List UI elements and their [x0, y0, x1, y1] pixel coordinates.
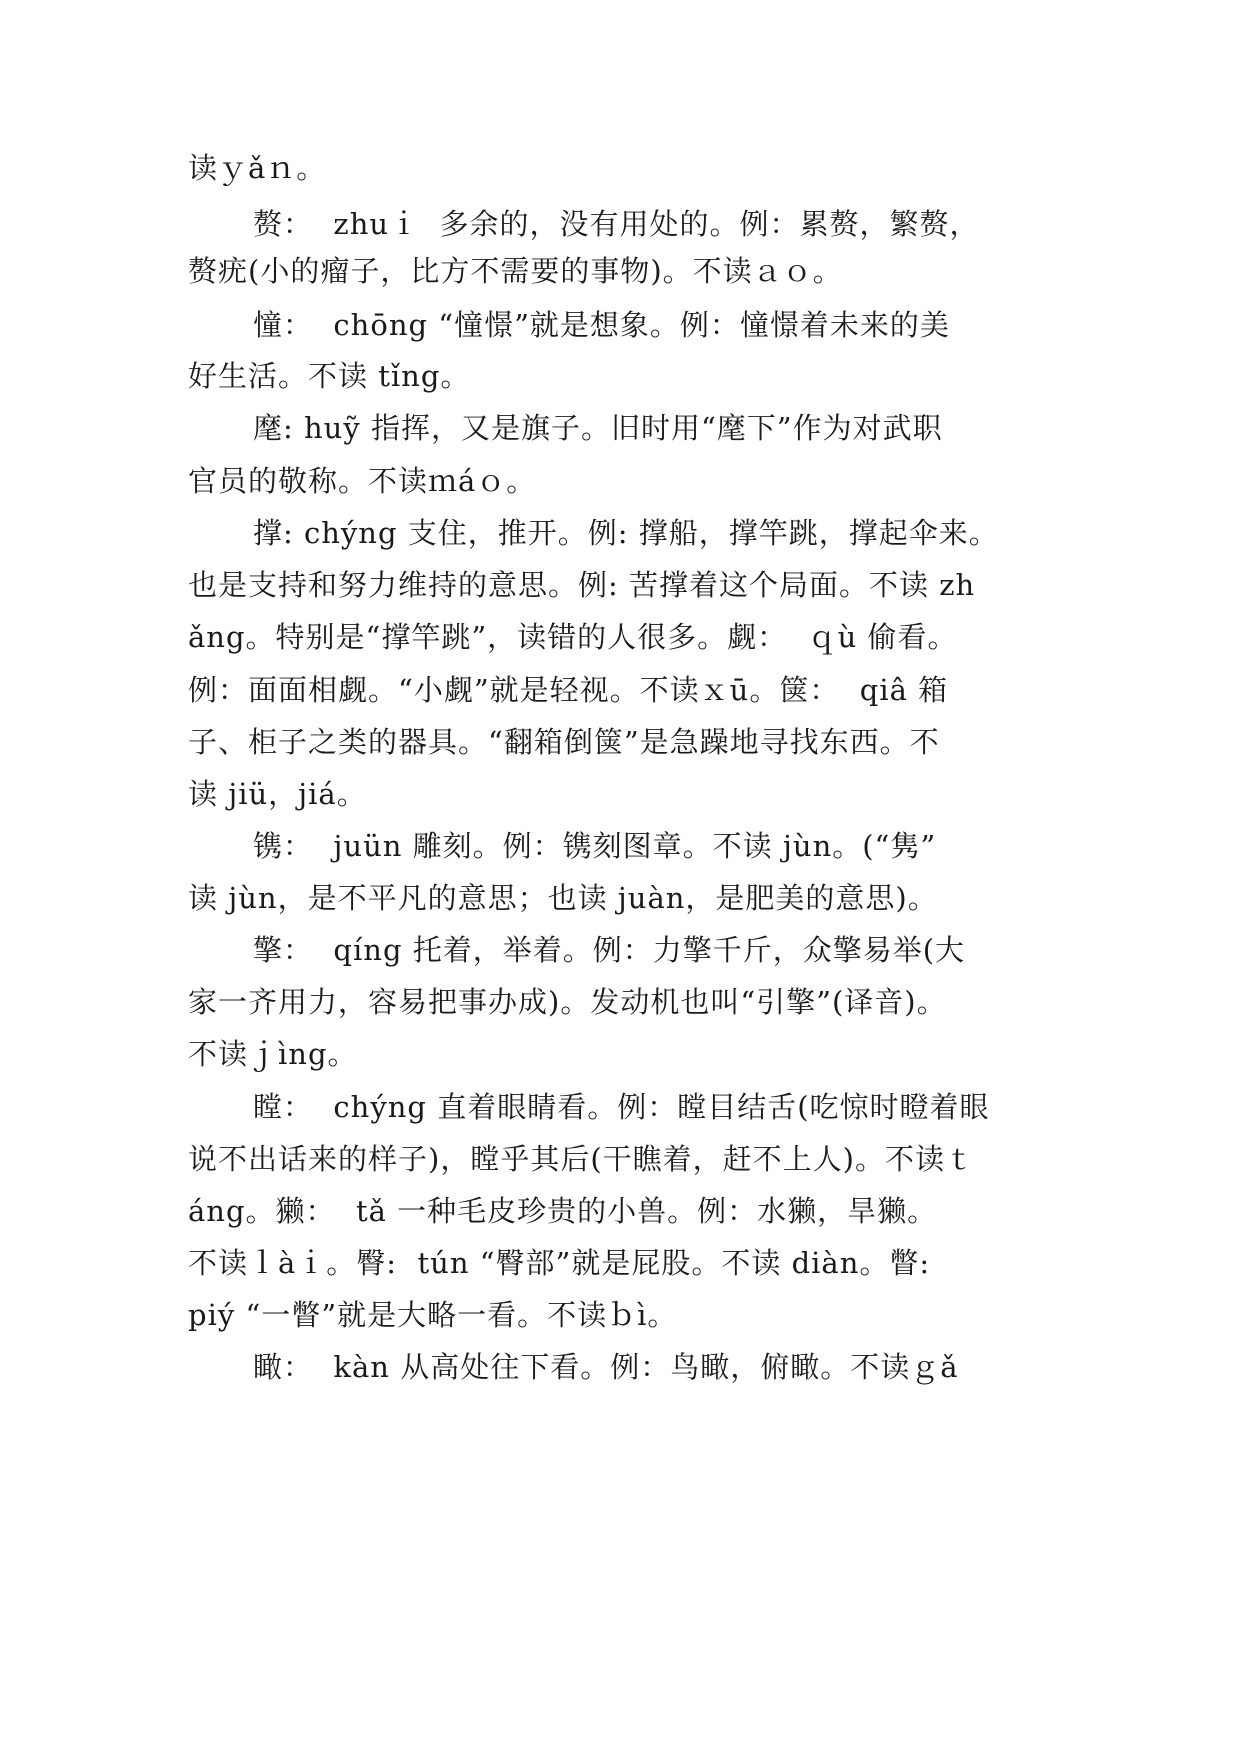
text-line: piý “一瞥”就是大略一看。不读ｂì。: [188, 1298, 678, 1332]
text-line: 撑: chýng 支住，推开。例: 撑船，撑竿跳，撑起伞来。: [253, 516, 999, 550]
text-line: 读 jiü，jiá。: [188, 777, 367, 811]
text-line: 官员的敬称。不读ｍáｏ。: [188, 464, 537, 498]
text-line: áng。獭： tǎ 一种毛皮珍贵的小兽。例：水獭，旱獭。: [188, 1194, 938, 1228]
text-line: 好生活。不读 tǐng。: [188, 359, 471, 393]
text-line: 不读ｊìng。: [188, 1037, 358, 1071]
text-line: 镌： juün 雕刻。例：镌刻图章。不读 jùn。(“隽”: [253, 829, 937, 863]
text-line: 擎： qíng 托着，举着。例：力擎千斤，众擎易举(大: [253, 933, 966, 967]
text-line: 家一齐用力，容易把事办成)。发动机也叫“引擎”(译音)。: [188, 985, 947, 1019]
text-line: 读 jùn，是不平凡的意思；也读 juàn，是肥美的意思)。: [188, 881, 938, 915]
text-line: 赘： zhuｉ 多余的，没有用处的。例：累赘，繁赘，: [253, 207, 980, 241]
text-line: 瞠： chýng 直着眼睛看。例：瞠目结舌(吃惊时瞪着眼: [253, 1090, 990, 1124]
text-line: 麾: huỹ 指挥，又是旗子。旧时用“麾下”作为对武职: [253, 411, 943, 445]
text-line: 例：面面相觑。“小觑”就是轻视。不读ｘū。箧： qiâ 箱: [188, 673, 949, 707]
text-line: 憧： chōng “憧憬”就是想象。例：憧憬着未来的美: [253, 308, 950, 342]
text-line: 读ｙǎｎ。: [188, 151, 327, 185]
text-line: 说不出话来的样子)，瞠乎其后(干瞧着，赶不上人)。不读ｔ: [188, 1142, 975, 1176]
text-line: 赘疣(小的瘤子，比方不需要的事物)。不读ａｏ。: [188, 254, 843, 288]
text-line: 子、柜子之类的器具。“翻箱倒箧”是急躁地寻找东西。不: [188, 725, 940, 759]
text-line: ǎng。特别是“撑竿跳”，读错的人很多。觑： ｑù 偷看。: [188, 620, 958, 654]
text-line: 不读ｌàｉ。臀: tún “臀部”就是屁股。不读 diàn。瞥:: [188, 1246, 931, 1280]
text-line: 也是支持和努力维持的意思。例: 苦撑着这个局面。不读 zh: [188, 568, 976, 602]
text-line: 瞰： kàn 从高处往下看。例：鸟瞰，俯瞰。不读ｇǎ: [253, 1350, 959, 1384]
